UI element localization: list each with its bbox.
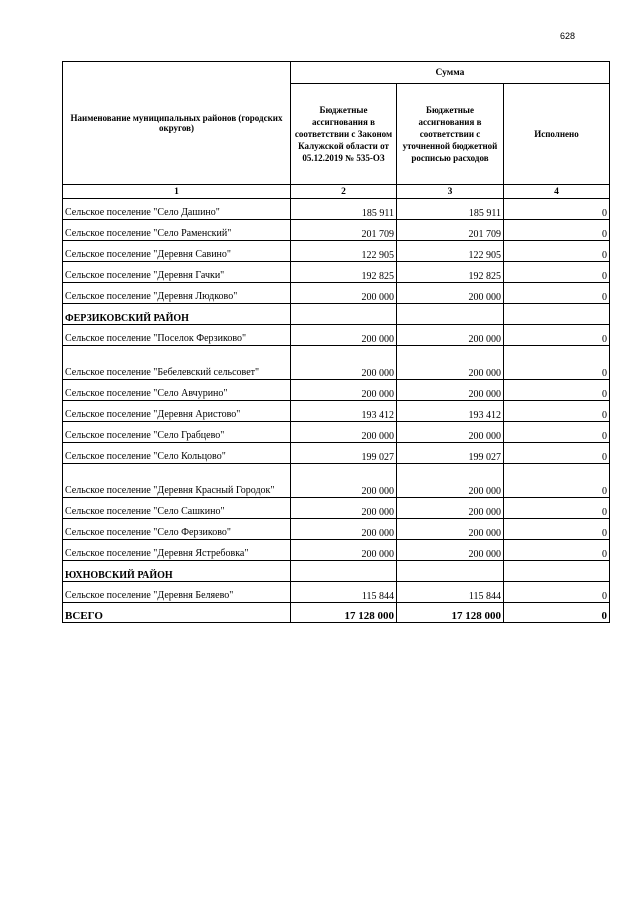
table-row xyxy=(63,443,610,464)
row-value-col2: 115 844 xyxy=(291,582,397,603)
row-name: Сельское поселение "Деревня Беляево" xyxy=(63,582,291,603)
row-value-col3: 199 027 xyxy=(397,443,504,464)
row-value-col3: 200 000 xyxy=(397,464,504,498)
row-value-col4: 0 xyxy=(504,498,610,519)
row-value-col2: 200 000 xyxy=(291,498,397,519)
row-name: Сельское поселение "Бебелевский сельсовет" xyxy=(63,346,291,380)
row-value-col3: 192 825 xyxy=(397,262,504,283)
row-name: Сельское поселение "Село Раменский" xyxy=(63,220,291,241)
total-label: ВСЕГО xyxy=(63,603,291,623)
row-value-col4: 0 xyxy=(504,283,610,304)
row-value-col3: 200 000 xyxy=(397,519,504,540)
row-value-col4: 0 xyxy=(504,464,610,498)
table-row xyxy=(63,540,610,561)
row-value-col3: 193 412 xyxy=(397,401,504,422)
table-row xyxy=(63,519,610,540)
row-name: Сельское поселение "Деревня Ястребовка" xyxy=(63,540,291,561)
row-value-col4: 0 xyxy=(504,422,610,443)
row-name: Сельское поселение "Село Ферзиково" xyxy=(63,519,291,540)
row-value-col4: 0 xyxy=(504,380,610,401)
table-row xyxy=(63,422,610,443)
row-value-col3: 122 905 xyxy=(397,241,504,262)
row-name: Сельское поселение "Село Грабцево" xyxy=(63,422,291,443)
row-value-col3: 200 000 xyxy=(397,422,504,443)
column-number-2: 2 xyxy=(291,185,397,199)
row-name: Сельское поселение "Село Авчурино" xyxy=(63,380,291,401)
row-value-col2: 201 709 xyxy=(291,220,397,241)
row-name: Сельское поселение "Деревня Гачки" xyxy=(63,262,291,283)
row-value-col2: 200 000 xyxy=(291,422,397,443)
table-row xyxy=(63,241,610,262)
column-number-4: 4 xyxy=(504,185,610,199)
row-value-col4: 0 xyxy=(504,325,610,346)
total-row xyxy=(63,603,610,623)
district-name: ЮХНОВСКИЙ РАЙОН xyxy=(63,561,291,582)
row-value-col4: 0 xyxy=(504,540,610,561)
table-row xyxy=(63,401,610,422)
row-value-col3: 200 000 xyxy=(397,283,504,304)
row-value-col3: 201 709 xyxy=(397,220,504,241)
row-value-col2: 185 911 xyxy=(291,199,397,220)
row-value-col4: 0 xyxy=(504,241,610,262)
row-name: Сельское поселение "Деревня Аристово" xyxy=(63,401,291,422)
row-value-col2: 200 000 xyxy=(291,380,397,401)
header-col2: Бюджетные ассигнования в соответствии с Законом Калужской области от 05.12.2019 № 535-ОЗ xyxy=(291,84,397,185)
row-name: Сельское поселение "Деревня Людково" xyxy=(63,283,291,304)
row-value-col2: 200 000 xyxy=(291,464,397,498)
row-value-col2: 200 000 xyxy=(291,540,397,561)
row-value-col3: 200 000 xyxy=(397,346,504,380)
table-row xyxy=(63,262,610,283)
table-row xyxy=(63,283,610,304)
header-name: Наименование муниципальных районов (городских округов) xyxy=(63,62,291,185)
row-name: Сельское поселение "Деревня Красный Городок" xyxy=(63,464,291,498)
row-value-col3: 200 000 xyxy=(397,325,504,346)
page-number: 628 xyxy=(560,31,576,41)
row-value-col3: 115 844 xyxy=(397,582,504,603)
row-value-col2: 199 027 xyxy=(291,443,397,464)
table-row xyxy=(63,464,610,498)
table-row xyxy=(63,199,610,220)
row-value-col2: 200 000 xyxy=(291,325,397,346)
row-value-col3: 200 000 xyxy=(397,380,504,401)
row-value-col2: 200 000 xyxy=(291,519,397,540)
row-value-col4: 0 xyxy=(504,220,610,241)
header-col3: Бюджетные ассигнования в соответствии с уточненной бюджетной росписью расходов xyxy=(397,84,504,185)
header-col4: Исполнено xyxy=(504,84,610,185)
row-value-col2: 122 905 xyxy=(291,241,397,262)
row-value-col2: 200 000 xyxy=(291,283,397,304)
district-row xyxy=(63,561,610,582)
row-value-col2: 200 000 xyxy=(291,346,397,380)
column-number-3: 3 xyxy=(397,185,504,199)
row-value-col3: 200 000 xyxy=(397,498,504,519)
row-name: Сельское поселение "Село Кольцово" xyxy=(63,443,291,464)
total-value-col3: 17 128 000 xyxy=(397,603,504,623)
row-name: Сельское поселение "Деревня Савино" xyxy=(63,241,291,262)
row-value-col2: 193 412 xyxy=(291,401,397,422)
row-value-col4: 0 xyxy=(504,199,610,220)
district-name: ФЕРЗИКОВСКИЙ РАЙОН xyxy=(63,304,291,325)
table-row xyxy=(63,220,610,241)
row-value-col3: 200 000 xyxy=(397,540,504,561)
table-row xyxy=(63,346,610,380)
row-value-col4: 0 xyxy=(504,519,610,540)
row-name: Сельское поселение "Село Дашино" xyxy=(63,199,291,220)
district-row xyxy=(63,304,610,325)
row-value-col2: 192 825 xyxy=(291,262,397,283)
row-value-col4: 0 xyxy=(504,401,610,422)
budget-table xyxy=(62,61,610,623)
table-row xyxy=(63,380,610,401)
row-value-col4: 0 xyxy=(504,346,610,380)
row-value-col4: 0 xyxy=(504,582,610,603)
header-sum: Сумма xyxy=(291,62,610,84)
row-value-col4: 0 xyxy=(504,262,610,283)
row-value-col4: 0 xyxy=(504,443,610,464)
row-value-col3: 185 911 xyxy=(397,199,504,220)
table-row xyxy=(63,498,610,519)
table-row xyxy=(63,325,610,346)
table-row xyxy=(63,582,610,603)
total-value-col2: 17 128 000 xyxy=(291,603,397,623)
total-value-col4: 0 xyxy=(504,603,610,623)
row-name: Сельское поселение "Село Сашкино" xyxy=(63,498,291,519)
column-number-1: 1 xyxy=(63,185,291,199)
row-name: Сельское поселение "Поселок Ферзиково" xyxy=(63,325,291,346)
